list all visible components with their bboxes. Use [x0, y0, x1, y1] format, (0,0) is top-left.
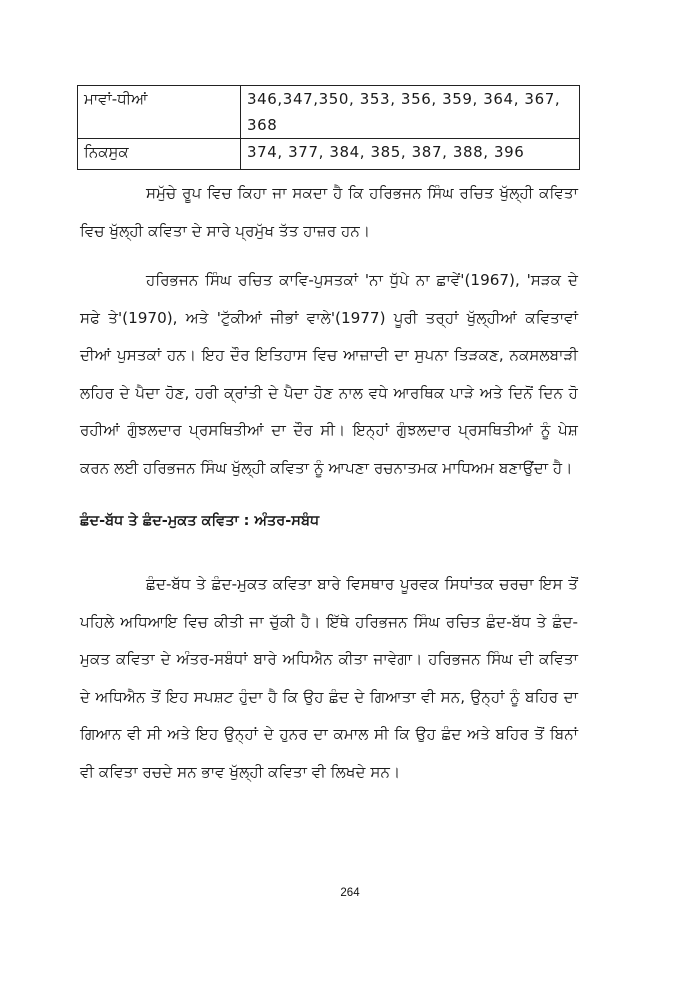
paragraph-summary — [80, 175, 578, 250]
table-cell-pages: 346,347,350, 353, 356, 359, 364, 367, 368 — [241, 86, 580, 139]
section-heading: ਛੰਦ-ਬੱਧ ਤੇ ਛੰਦ-ਮੁਕਤ ਕਵਿਤਾ : ਅੰਤਰ-ਸਬੰਧ — [80, 513, 320, 529]
paragraph-text: ਹਰਿਭਜਨ ਸਿੰਘ ਰਚਿਤ ਕਾਵਿ-ਪੁਸਤਕਾਂ 'ਨਾ ਧੁੱਪੇ ਨਾ ਛਾਵੇਂ'(1967), 'ਸੜਕ ਦੇ ਸਫੇ ਤੇ'(1970), ਅਤੇ 'ਟੁੱਕੀਆਂ ਜੀਭਾਂ ਵਾਲੇ'(1977) ਪੂਰੀ ਤਰ੍ਹਾਂ ਖੁੱਲ੍ਹੀਆਂ ਕਵਿਤਾਵਾਂ ਦੀਆਂ ਪੁਸਤਕਾਂ ਹਨ। ਇਹ ਦੌਰ ਇਤਿਹਾਸ ਵਿਚ ਆਜ਼ਾਦੀ ਦਾ ਸੁਪਨਾ ਤਿੜਕਣ, ਨਕਸਲਬਾੜੀ ਲਹਿਰ ਦੇ ਪੈਦਾ ਹੋਣ, ਹਰੀ ਕ੍ਰਾਂਤੀ ਦੇ ਪੈਦਾ ਹੋਣ ਨਾਲ ਵਧੇ ਆਰਥਿਕ ਪਾੜੇ ਅਤੇ ਦਿਨੋਂ ਦਿਨ ਹੋ ਰਹੀਆਂ ਗੁੰਝਲਦਾਰ ਪ੍ਰਸਥਿਤੀਆਂ ਦਾ ਦੌਰ ਸੀ। ਇਨ੍ਹਾਂ ਗੁੰਝਲਦਾਰ ਪ੍ਰਸਥਿਤੀਆਂ ਨੂੰ ਪੇਸ਼ ਕਰਨ ਲਈ ਹਰਿਭਜਨ ਸਿੰਘ ਖੁੱਲ੍ਹੀ ਕਵਿਤਾ ਨੂੰ ਆਪਣਾ ਰਚਨਾਤਮਕ ਮਾਧਿਅਮ ਬਣਾਉਂਦਾ ਹੈ। — [80, 271, 578, 477]
paragraph-metre-relations — [80, 566, 578, 791]
table-row — [78, 139, 580, 170]
table-cell-pages: 374, 377, 384, 385, 387, 388, 396 — [241, 139, 580, 170]
table-cell-label: ਨਿਕਸੁਕ — [78, 139, 241, 170]
table-cell-label: ਮਾਵਾਂ-ਧੀਆਂ — [78, 86, 241, 139]
page-reference-table — [77, 85, 580, 170]
paragraph-text: ਛੰਦ-ਬੱਧ ਤੇ ਛੰਦ-ਮੁਕਤ ਕਵਿਤਾ ਬਾਰੇ ਵਿਸਥਾਰ ਪੂਰਵਕ ਸਿਧਾਂਤਕ ਚਰਚਾ ਇਸ ਤੋਂ ਪਹਿਲੇ ਅਧਿਆਇ ਵਿਚ ਕੀਤੀ ਜਾ ਚੁੱਕੀ ਹੈ। ਇੱਥੇ ਹਰਿਭਜਨ ਸਿੰਘ ਰਚਿਤ ਛੰਦ-ਬੱਧ ਤੇ ਛੰਦ-ਮੁਕਤ ਕਵਿਤਾ ਦੇ ਅੰਤਰ-ਸਬੰਧਾਂ ਬਾਰੇ ਅਧਿਐਨ ਕੀਤਾ ਜਾਵੇਗਾ। ਹਰਿਭਜਨ ਸਿੰਘ ਦੀ ਕਵਿਤਾ ਦੇ ਅਧਿਐਨ ਤੋਂ ਇਹ ਸਪਸ਼ਟ ਹੁੰਦਾ ਹੈ ਕਿ ਉਹ ਛੰਦ ਦੇ ਗਿਆਤਾ ਵੀ ਸਨ, ਉਨ੍ਹਾਂ ਨੂੰ ਬਹਿਰ ਦਾ ਗਿਆਨ ਵੀ ਸੀ ਅਤੇ ਇਹ ਉਨ੍ਹਾਂ ਦੇ ਹੁਨਰ ਦਾ ਕਮਾਲ ਸੀ ਕਿ ਉਹ ਛੰਦ ਅਤੇ ਬਹਿਰ ਤੋਂ ਬਿਨਾਂ ਵੀ ਕਵਿਤਾ ਰਚਦੇ ਸਨ ਭਾਵ ਖੁੱਲ੍ਹੀ ਕਵਿਤਾ ਵੀ ਲਿਖਦੇ ਸਨ। — [80, 575, 578, 781]
table-row — [78, 86, 580, 139]
paragraph-poetry-books — [80, 262, 578, 487]
paragraph-text: ਸਮੁੱਚੇ ਰੂਪ ਵਿਚ ਕਿਹਾ ਜਾ ਸਕਦਾ ਹੈ ਕਿ ਹਰਿਭਜਨ ਸਿੰਘ ਰਚਿਤ ਖੁੱਲ੍ਹੀ ਕਵਿਤਾ ਵਿਚ ਖੁੱਲ੍ਹੀ ਕਵਿਤਾ ਦੇ ਸਾਰੇ ਪ੍ਰਮੁੱਖ ਤੱਤ ਹਾਜ਼ਰ ਹਨ। — [80, 184, 578, 240]
page-number: 264 — [340, 887, 360, 899]
